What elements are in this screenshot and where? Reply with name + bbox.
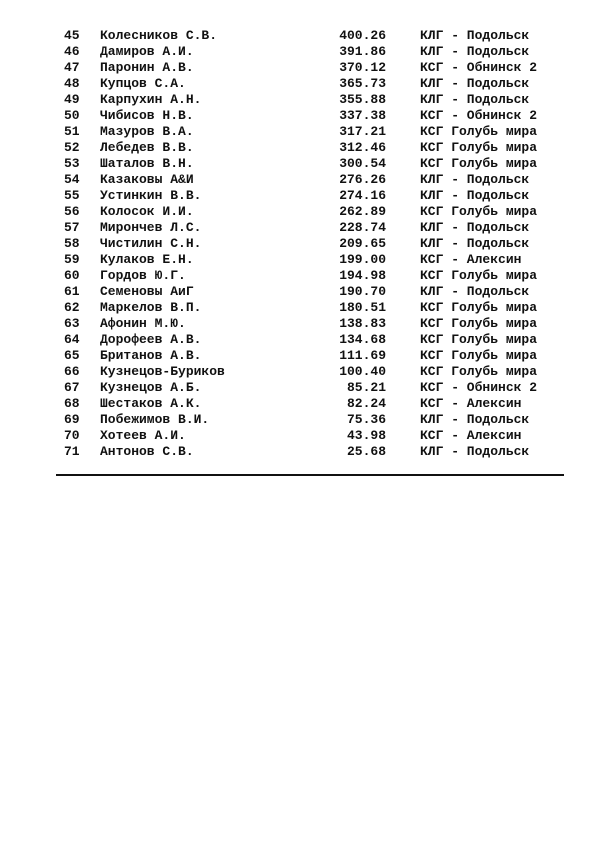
score-cell: 209.65 (339, 236, 386, 251)
rank-cell: 49 (64, 92, 80, 107)
club-cell: КСГ Голубь мира (420, 140, 538, 155)
table-row (0, 44, 600, 60)
score-cell: 312.46 (339, 140, 386, 155)
name-cell: Чибисов Н.В. (100, 108, 194, 123)
name-cell: Паронин А.В. (100, 60, 194, 75)
rank-cell: 65 (64, 348, 80, 363)
rank-cell: 46 (64, 44, 80, 59)
score-cell: 274.16 (339, 188, 386, 203)
score-cell: 391.86 (339, 44, 386, 59)
score-cell: 25.68 (346, 444, 386, 459)
rank-cell: 67 (64, 380, 80, 395)
name-cell: Шаталов В.Н. (100, 156, 194, 171)
score-cell: 262.89 (339, 204, 386, 219)
table-row (0, 220, 600, 236)
name-cell: Антонов С.В. (100, 444, 194, 459)
name-cell: Устинкин В.В. (100, 188, 202, 203)
score-cell: 134.68 (339, 332, 386, 347)
rank-cell: 58 (64, 236, 80, 251)
table-row (0, 60, 600, 76)
club-cell: КСГ - Алексин (420, 428, 522, 443)
score-cell: 85.21 (346, 380, 386, 395)
name-cell: Гордов Ю.Г. (100, 268, 186, 283)
rank-cell: 64 (64, 332, 80, 347)
table-row (0, 28, 600, 44)
score-cell: 228.74 (339, 220, 386, 235)
score-cell: 370.12 (339, 60, 386, 75)
name-cell: Мирончев Л.С. (100, 220, 202, 235)
club-cell: КСГ Голубь мира (420, 268, 538, 283)
table-row (0, 396, 600, 412)
club-cell: КЛГ - Подольск (420, 44, 530, 59)
score-cell: 300.54 (339, 156, 386, 171)
club-cell: КСГ - Алексин (420, 396, 522, 411)
rank-cell: 48 (64, 76, 80, 91)
score-cell: 194.98 (339, 268, 386, 283)
name-cell: Колесников С.В. (100, 28, 218, 43)
rank-cell: 52 (64, 140, 80, 155)
rank-cell: 66 (64, 364, 80, 379)
score-cell: 111.69 (339, 348, 386, 363)
table-row (0, 252, 600, 268)
club-cell: КСГ Голубь мира (420, 316, 538, 331)
score-cell: 400.26 (339, 28, 386, 43)
rank-cell: 51 (64, 124, 80, 139)
club-cell: КЛГ - Подольск (420, 220, 530, 235)
score-cell: 355.88 (339, 92, 386, 107)
rank-cell: 70 (64, 428, 80, 443)
score-cell: 180.51 (339, 300, 386, 315)
club-cell: КЛГ - Подольск (420, 92, 530, 107)
club-cell: КЛГ - Подольск (420, 172, 530, 187)
name-cell: Маркелов В.П. (100, 300, 202, 315)
results-table (0, 28, 600, 460)
rank-cell: 59 (64, 252, 80, 267)
rank-cell: 61 (64, 284, 80, 299)
table-row (0, 156, 600, 172)
name-cell: Мазуров В.А. (100, 124, 194, 139)
rank-cell: 53 (64, 156, 80, 171)
club-cell: КСГ - Обнинск 2 (420, 108, 538, 123)
rank-cell: 54 (64, 172, 80, 187)
score-cell: 75.36 (346, 412, 386, 427)
name-cell: Афонин М.Ю. (100, 316, 186, 331)
name-cell: Семеновы АиГ (100, 284, 194, 299)
name-cell: Побежимов В.И. (100, 412, 210, 427)
rank-cell: 50 (64, 108, 80, 123)
club-cell: КСГ - Алексин (420, 252, 522, 267)
table-row (0, 268, 600, 284)
club-cell: КЛГ - Подольск (420, 188, 530, 203)
rank-cell: 60 (64, 268, 80, 283)
name-cell: Колосок И.И. (100, 204, 194, 219)
score-cell: 317.21 (339, 124, 386, 139)
table-row (0, 364, 600, 380)
name-cell: Хотеев А.И. (100, 428, 186, 443)
table-row (0, 204, 600, 220)
score-cell: 82.24 (346, 396, 386, 411)
table-row (0, 108, 600, 124)
table-row (0, 140, 600, 156)
club-cell: КСГ - Обнинск 2 (420, 60, 538, 75)
rank-cell: 63 (64, 316, 80, 331)
rank-cell: 47 (64, 60, 80, 75)
table-row (0, 428, 600, 444)
table-row (0, 76, 600, 92)
table-row (0, 172, 600, 188)
table-row (0, 348, 600, 364)
name-cell: Британов А.В. (100, 348, 202, 363)
score-cell: 190.70 (339, 284, 386, 299)
name-cell: Кулаков Е.Н. (100, 252, 194, 267)
club-cell: КСГ Голубь мира (420, 124, 538, 139)
score-cell: 337.38 (339, 108, 386, 123)
table-row (0, 284, 600, 300)
rank-cell: 62 (64, 300, 80, 315)
name-cell: Кузнецов А.Б. (100, 380, 202, 395)
name-cell: Купцов С.А. (100, 76, 186, 91)
club-cell: КСГ - Обнинск 2 (420, 380, 538, 395)
club-cell: КСГ Голубь мира (420, 204, 538, 219)
score-cell: 365.73 (339, 76, 386, 91)
name-cell: Дорофеев А.В. (100, 332, 202, 347)
score-cell: 100.40 (339, 364, 386, 379)
rank-cell: 55 (64, 188, 80, 203)
table-row (0, 412, 600, 428)
table-row (0, 380, 600, 396)
club-cell: КСГ Голубь мира (420, 348, 538, 363)
rank-cell: 68 (64, 396, 80, 411)
score-cell: 276.26 (339, 172, 386, 187)
name-cell: Лебедев В.В. (100, 140, 194, 155)
name-cell: Чистилин С.Н. (100, 236, 202, 251)
bottom-rule (56, 474, 564, 476)
table-row (0, 316, 600, 332)
club-cell: КСГ Голубь мира (420, 364, 538, 379)
rank-cell: 45 (64, 28, 80, 43)
table-row (0, 124, 600, 140)
rank-cell: 57 (64, 220, 80, 235)
club-cell: КЛГ - Подольск (420, 284, 530, 299)
table-row (0, 188, 600, 204)
table-row (0, 236, 600, 252)
club-cell: КСГ Голубь мира (420, 332, 538, 347)
rank-cell: 56 (64, 204, 80, 219)
table-row (0, 300, 600, 316)
table-row (0, 92, 600, 108)
name-cell: Дамиров А.И. (100, 44, 194, 59)
score-cell: 138.83 (339, 316, 386, 331)
table-row (0, 332, 600, 348)
club-cell: КЛГ - Подольск (420, 444, 530, 459)
score-cell: 199.00 (339, 252, 386, 267)
table-row (0, 444, 600, 460)
club-cell: КЛГ - Подольск (420, 412, 530, 427)
name-cell: Карпухин А.Н. (100, 92, 202, 107)
name-cell: Кузнецов-Буриков (100, 364, 225, 379)
club-cell: КЛГ - Подольск (420, 236, 530, 251)
name-cell: Шестаков А.К. (100, 396, 202, 411)
club-cell: КСГ Голубь мира (420, 156, 538, 171)
club-cell: КЛГ - Подольск (420, 76, 530, 91)
club-cell: КСГ Голубь мира (420, 300, 538, 315)
name-cell: Казаковы А&И (100, 172, 194, 187)
score-cell: 43.98 (346, 428, 386, 443)
rank-cell: 69 (64, 412, 80, 427)
rank-cell: 71 (64, 444, 80, 459)
club-cell: КЛГ - Подольск (420, 28, 530, 43)
